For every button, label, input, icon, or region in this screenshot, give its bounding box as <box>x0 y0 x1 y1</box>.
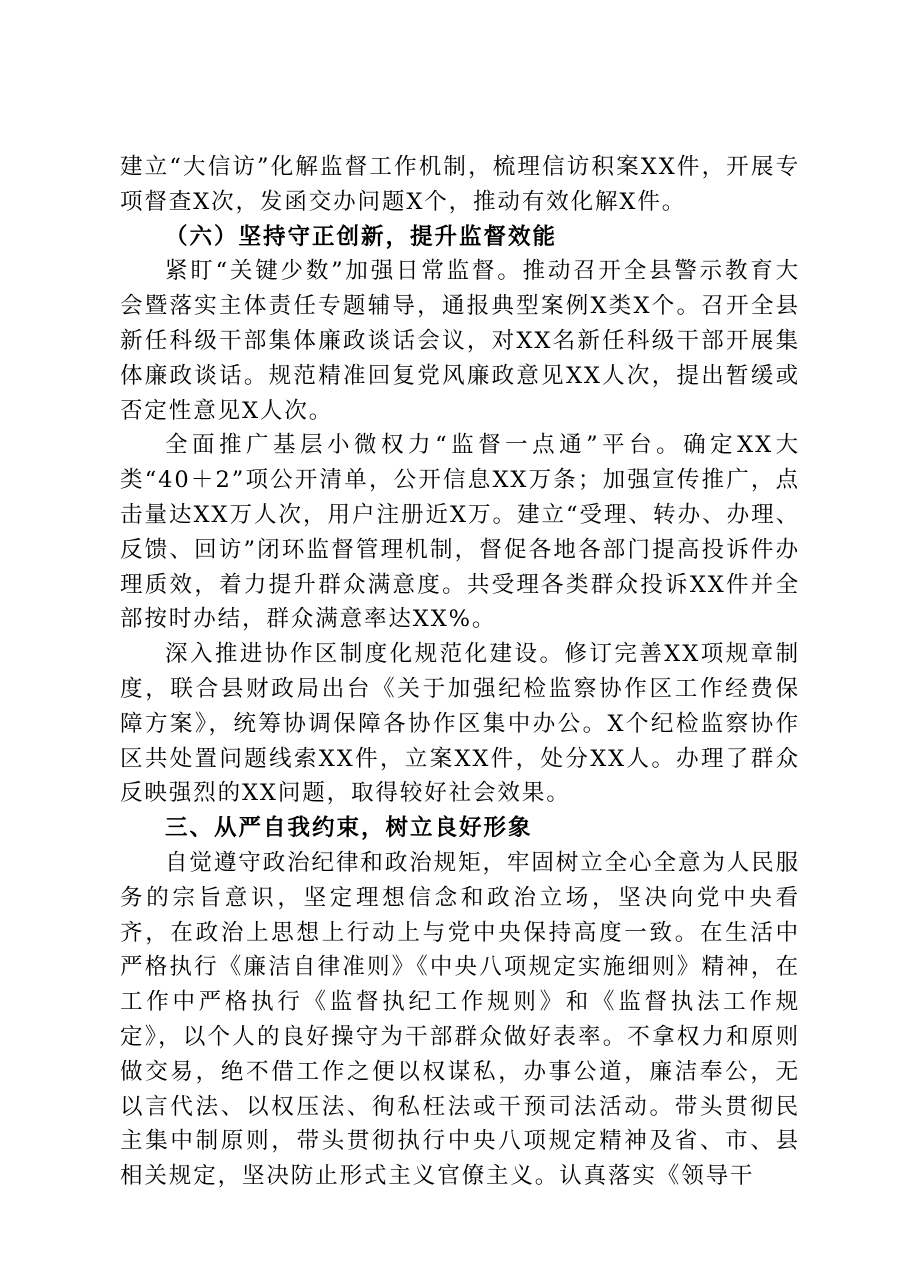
document-body <box>120 150 800 1194</box>
body-paragraph: 建立“大信访”化解监督工作机制，梳理信访积案XX件，开展专项督查X次，发函交办问题X个，推动有效化解X件。 <box>120 154 800 215</box>
section-subheading: （六）坚持守正创新，提升监督效能 <box>165 223 558 250</box>
body-paragraph: 紧盯“关键少数”加强日常监督。推动召开全县警示教育大会暨落实主体责任专题辅导，通报典型案例X类X个。召开全县新任科级干部集体廉政谈话会议，对XX名新任科级干部开展集体廉政谈话。规范精准回复党风廉政意见XX人次，提出暂缓或否定性意见X人次。 <box>120 258 800 424</box>
section-heading: 三、从严自我约束，树立良好形象 <box>165 815 533 842</box>
body-paragraph: 全面推广基层小微权力“监督一点通”平台。确定XX大类“40＋2”项公开清单，公开信息XX万条；加强宣传推广，点击量达XX万人次，用户注册近X万。建立“受理、转办、办理、反馈、回访”闭环监督管理机制，督促各地各部门提高投诉件办理质效，着力提升群众满意度。共受理各类群众投诉XX件并全部按时办结，群众满意率达XX%。 <box>120 432 800 633</box>
body-paragraph: 自觉遵守政治纪律和政治规矩，牢固树立全心全意为人民服务的宗旨意识，坚定理想信念和政治立场，坚决向党中央看齐，在政治上思想上行动上与党中央保持高度一致。在生活中严格执行《廉洁自律准则》《中央八项规定实施细则》精神，在工作中严格执行《监督执纪工作规则》和《监督执法工作规定》，以个人的良好操守为干部群众做好表率。不拿权力和原则做交易，绝不借工作之便以权谋私，办事公道，廉洁奉公，无以言代法、以权压法、徇私枉法或干预司法活动。带头贯彻民主集中制原则，带头贯彻执行中央八项规定精神及省、市、县相关规定，坚决防止形式主义官僚主义。认真落实《领导干 <box>120 849 800 1190</box>
body-paragraph: 深入推进协作区制度化规范化建设。修订完善XX项规章制度，联合县财政局出台《关于加强纪检监察协作区工作经费保障方案》，统筹协调保障各协作区集中办公。X个纪检监察协作区共处置问题线索XX件，立案XX件，处分XX人。办理了群众反映强烈的XX问题，取得较好社会效果。 <box>120 641 800 807</box>
